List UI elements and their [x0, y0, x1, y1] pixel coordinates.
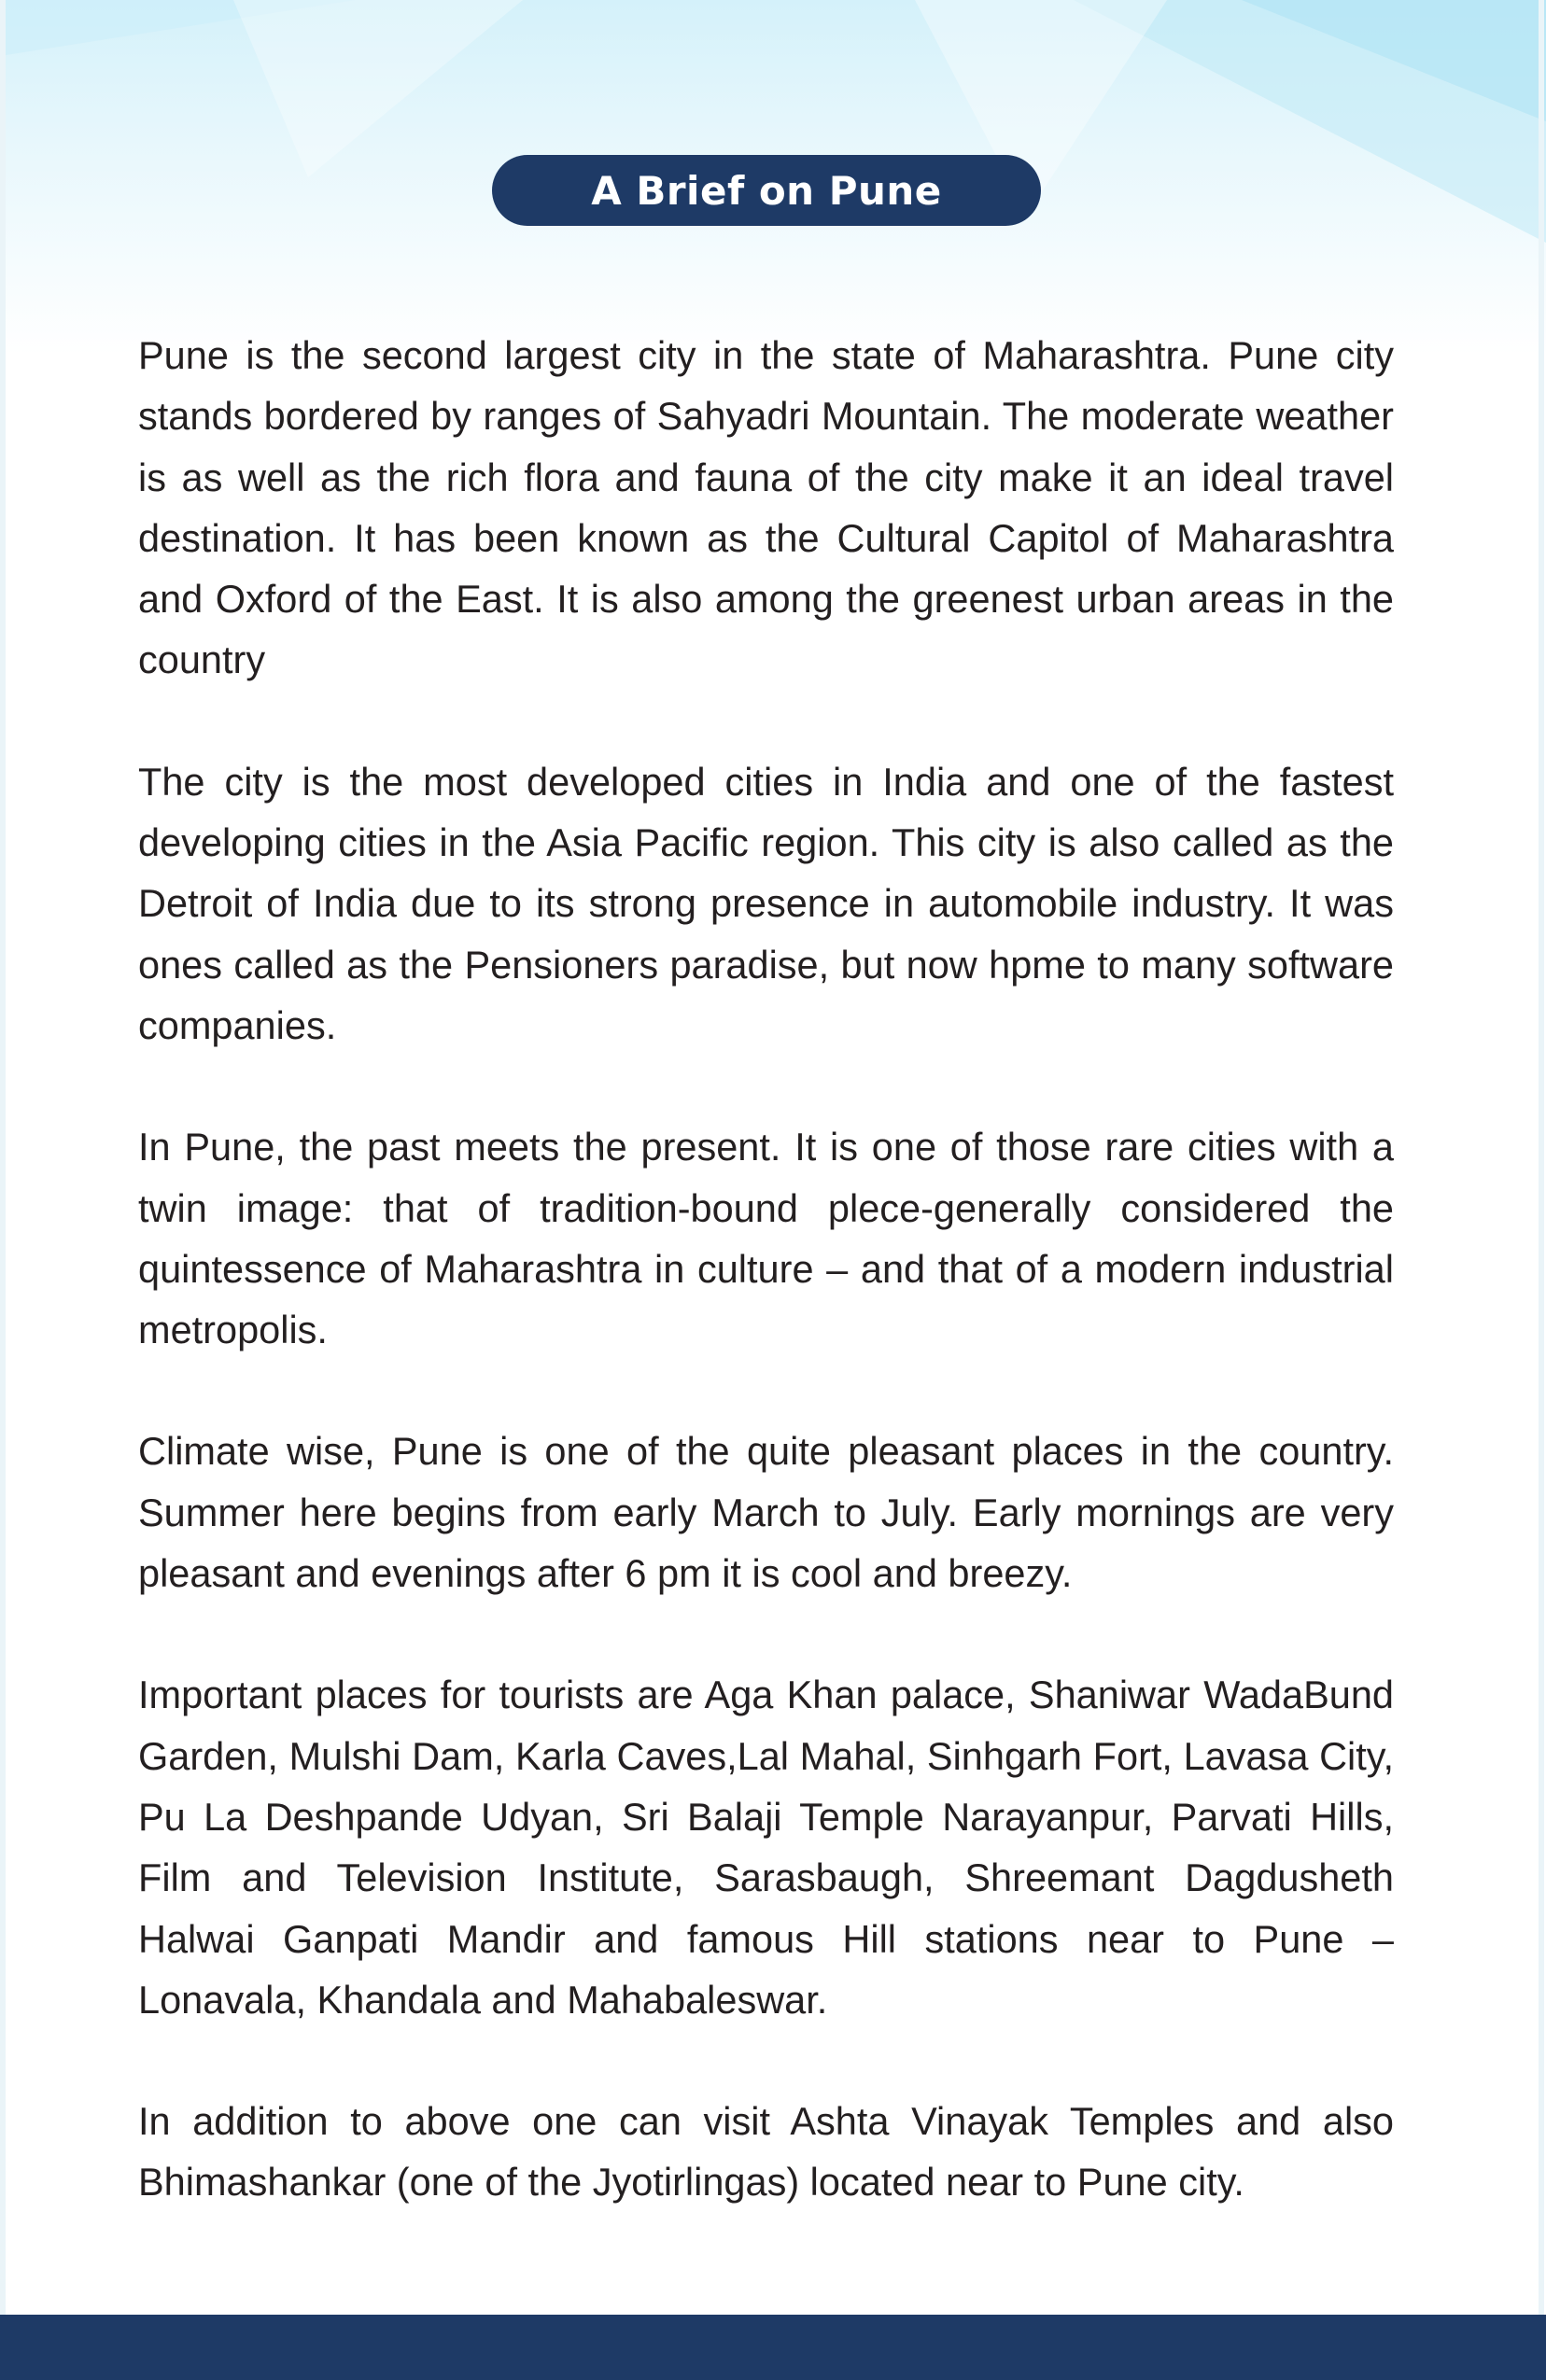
paragraph-nearby: In addition to above one can visit Ashta Vinayak Temples and also Bhimashankar (one of the Jyotirlingas) located near to Pune city. [138, 2099, 1394, 2205]
footer-bar [0, 2315, 1546, 2380]
right-border [1539, 0, 1544, 2315]
body-content [138, 325, 1394, 2274]
paragraph-tourist-places: Important places for tourists are Aga Khan palace, Shaniwar WadaBund Garden, Mulshi Dam, Karla Caves,Lal Mahal, Sinhgarh Fort, Lavasa City, Pu La Deshpande Udyan, Sri Balaji Temple Narayanpur, Parvati Hills, Film and Television Institute, Sarasbaugh, Shreemant Dagdusheth Halwai Ganpati Mandir and famous Hill stations near to Pune – Lonavala, Khandala and Mahabaleswar. [138, 1673, 1394, 2022]
title-banner [492, 155, 1041, 226]
page-title: A Brief on Pune [591, 167, 942, 214]
left-border [0, 0, 6, 2315]
paragraph-overview: Pune is the second largest city in the state of Maharashtra. Pune city stands bordered by ranges of Sahyadri Mountain. The moderate weather is as well as the rich flora and fauna of the city make it an ideal travel destination. It has been known as the Cultural Capitol of Maharashtra and Oxford of the East. It is also among the greenest urban areas in the country [138, 333, 1394, 682]
paragraph-climate: Climate wise, Pune is one of the quite pleasant places in the country. Summer here begins from early March to July. Early mornings are very pleasant and evenings after 6 pm it is cool and breezy. [138, 1429, 1394, 1596]
paragraph-heritage: In Pune, the past meets the present. It is one of those rare cities with a twin image: that of tradition-bound plece-generally considered the quintessence of Maharashtra in culture – and that of a modern industrial metropolis. [138, 1125, 1394, 1352]
paragraph-development: The city is the most developed cities in India and one of the fastest developing cities in the Asia Pacific region. This city is also called as the Detroit of India due to its strong presence in automobile industry. It was ones called as the Pensioners paradise, but now hpme to many software companies. [138, 759, 1394, 1047]
